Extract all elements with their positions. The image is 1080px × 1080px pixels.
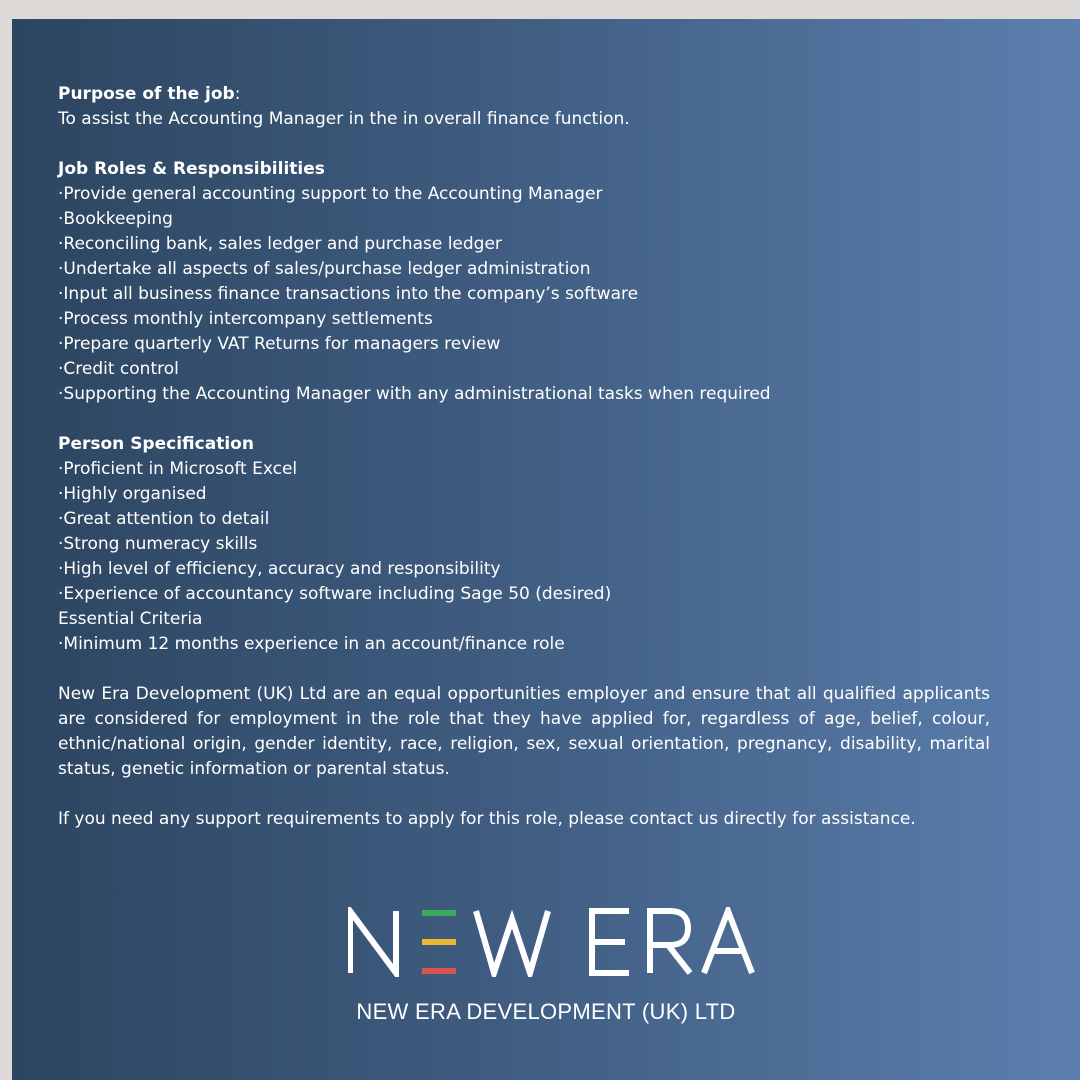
roles-item: ·Reconciling bank, sales ledger and purchase ledger <box>58 234 502 254</box>
logo-letter-a <box>704 911 752 973</box>
purpose-text: To assist the Accounting Manager in the in overall finance function. <box>58 109 630 129</box>
roles-item: ·Supporting the Accounting Manager with any administrational tasks when required <box>58 384 771 404</box>
roles-item: ·Bookkeeping <box>58 209 173 229</box>
equal-opportunities-statement: New Era Development (UK) Ltd are an equal opportunities employer and ensure that all qualified applicants are considered for employment in the role that they have applied for, regardless of age, belief, colour, ethnic/national origin, gender identity, race, religion, sex, sexual orientation, pregnancy, disability, marital status, genetic information or parental status. <box>58 684 990 779</box>
person-spec-heading: Person Specification <box>58 434 254 454</box>
support-note: If you need any support requirements to apply for this role, please contact us directly for assistance. <box>58 809 916 829</box>
logo-letter-n <box>350 911 396 973</box>
job-description <box>58 82 990 857</box>
logo-stripe-red <box>422 968 456 974</box>
person-spec-item: ·Minimum 12 months experience in an account/finance role <box>58 634 565 654</box>
roles-section <box>58 157 990 407</box>
person-spec-section <box>58 432 990 657</box>
person-spec-item: ·Proficient in Microsoft Excel <box>58 459 298 479</box>
person-spec-item: ·Strong numeracy skills <box>58 534 258 554</box>
company-name: NEW ERA DEVELOPMENT (UK) LTD <box>356 999 736 1024</box>
roles-item: ·Undertake all aspects of sales/purchase ledger administration <box>58 259 591 279</box>
person-spec-item: ·Experience of accountancy software including Sage 50 (desired) <box>58 584 612 604</box>
purpose-heading-colon: : <box>234 84 241 104</box>
logo-letter-w <box>476 911 548 973</box>
roles-item: ·Input all business finance transactions into the company’s software <box>58 284 639 304</box>
new-era-logo <box>348 907 756 977</box>
logo-stripe-yellow <box>422 939 456 945</box>
roles-heading: Job Roles & Responsibilities <box>58 159 325 179</box>
person-spec-item: ·Highly organised <box>58 484 207 504</box>
purpose-section <box>58 82 990 132</box>
job-posting-panel <box>12 19 1080 1080</box>
purpose-heading-line <box>58 82 990 107</box>
essential-criteria-label: Essential Criteria <box>58 609 203 629</box>
logo-letter-r <box>650 911 690 973</box>
person-spec-item: ·Great attention to detail <box>58 509 270 529</box>
roles-item: ·Prepare quarterly VAT Returns for managers review <box>58 334 501 354</box>
logo-letter-e <box>592 911 629 973</box>
purpose-heading: Purpose of the job <box>58 84 235 104</box>
roles-item: ·Credit control <box>58 359 179 379</box>
roles-item: ·Provide general accounting support to the Accounting Manager <box>58 184 603 204</box>
person-spec-item: ·High level of efficiency, accuracy and responsibility <box>58 559 501 579</box>
roles-item: ·Process monthly intercompany settlements <box>58 309 433 329</box>
logo-stripe-green <box>422 910 456 916</box>
